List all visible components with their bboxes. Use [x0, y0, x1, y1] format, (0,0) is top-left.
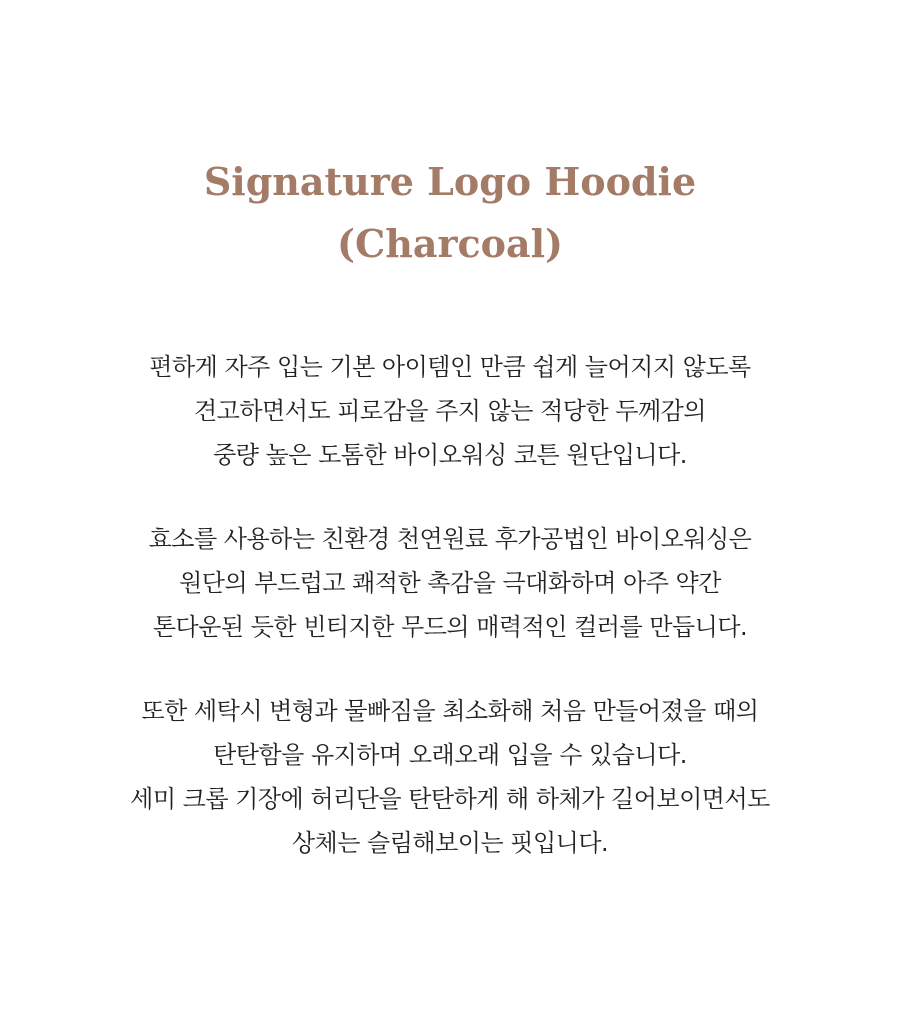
description-paragraph-3: [0, 689, 900, 865]
description-line: 세미 크롭 기장에 허리단을 탄탄하게 해 하체가 길어보이면서도: [130, 785, 770, 813]
description-line: 중량 높은 도톰한 바이오워싱 코튼 원단입니다.: [213, 441, 687, 469]
description-line: 또한 세탁시 변형과 물빠짐을 최소화해 처음 만들어졌을 때의: [141, 697, 759, 725]
description-line: 탄탄함을 유지하며 오래오래 입을 수 있습니다.: [213, 741, 687, 769]
description-paragraph-1: [0, 345, 900, 477]
description-line: 효소를 사용하는 친환경 천연원료 후가공법인 바이오워싱은: [148, 525, 752, 553]
description-line: 견고하면서도 피로감을 주지 않는 적당한 두께감의: [193, 397, 706, 425]
description-line: 톤다운된 듯한 빈티지한 무드의 매력적인 컬러를 만듭니다.: [152, 613, 748, 641]
description-line: 편하게 자주 입는 기본 아이템인 만큼 쉽게 늘어지지 않도록: [149, 353, 751, 381]
product-title-line-1: Signature Logo Hoodie: [203, 159, 697, 204]
description-paragraph-2: [0, 517, 900, 649]
description-line: 상체는 슬림해보이는 핏입니다.: [291, 829, 609, 857]
description-line: 원단의 부드럽고 쾌적한 촉감을 극대화하며 아주 약간: [179, 569, 721, 597]
product-title-line-2: (Charcoal): [336, 221, 563, 266]
product-title: [0, 151, 900, 275]
product-description: [0, 345, 900, 905]
